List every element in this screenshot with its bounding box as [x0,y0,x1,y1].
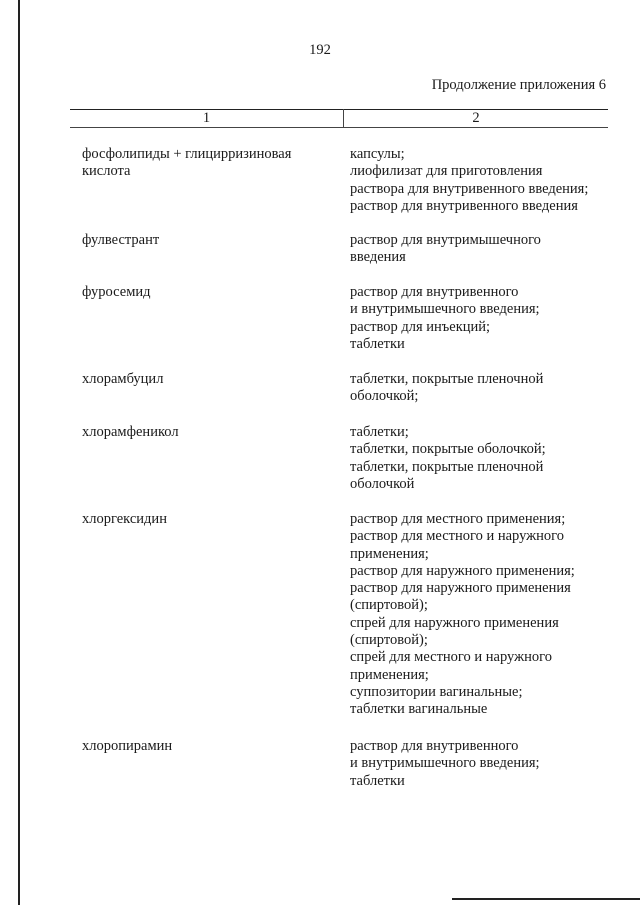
dosage-form-line: раствор для внутримышечного [350,232,541,248]
dosage-form-line: раствора для внутривенного введения; [350,180,589,197]
dosage-form-line: (спиртовой); [350,632,428,649]
table-header-rule [70,127,608,128]
column-header-1: 1 [202,110,211,126]
dosage-form-line: раствор для местного и наружного [350,528,565,545]
appendix-continuation-note: Продолжение приложения 6 [431,77,606,93]
scan-edge-left [0,0,20,905]
dosage-form-line: раствор для местного применения; [350,511,566,527]
dosage-form-line: раствор для внутривенного введения [350,197,578,214]
dosage-form-line: таблетки [350,335,405,352]
dosage-forms-list [350,146,622,215]
dosage-form-line: раствор для внутривенного [350,738,519,754]
drug-name: фулвестрант [82,232,160,248]
dosage-form-line: и внутримышечного введения; [350,755,540,772]
dosage-form-line: (спиртовой); [350,597,428,614]
dosage-form-line: применения; [350,545,429,562]
dosage-forms-list [350,511,622,719]
dosage-forms-list [350,232,622,267]
dosage-form-line: раствор для инъекций; [350,318,491,335]
drug-name: фосфолипиды + глицирризиновая кислота [82,146,292,180]
drug-name: фуросемид [82,284,151,300]
dosage-form-line: таблетки, покрытые пленочной [350,371,544,387]
dosage-form-line: таблетки, покрытые пленочной [350,458,544,475]
scan-edge-bottom [452,898,640,900]
dosage-forms-list [350,371,622,406]
dosage-forms-list [350,284,622,353]
dosage-form-line: введения [350,249,406,266]
dosage-form-line: раствор для наружного применения [350,580,571,597]
dosage-forms-list [350,738,622,790]
drug-name: хлоропирамин [82,738,173,754]
dosage-form-line: спрей для местного и наружного [350,649,552,666]
column-header-2: 2 [472,110,480,126]
dosage-form-line: применения; [350,666,429,683]
dosage-form-line: раствор для наружного применения; [350,562,575,579]
dosage-form-line: лиофилизат для приготовления [350,163,543,180]
dosage-form-line: таблетки; [350,424,409,440]
dosage-form-line: раствор для внутривенного [350,284,519,300]
dosage-form-line: капсулы; [350,146,405,162]
dosage-form-line: таблетки [350,772,405,789]
page-number: 192 [309,42,331,58]
dosage-form-line: таблетки, покрытые оболочкой; [350,441,546,458]
dosage-form-line: суппозитории вагинальные; [350,683,523,700]
drug-name: хлорамбуцил [82,371,164,387]
dosage-form-line: и внутримышечного введения; [350,301,540,318]
dosage-form-line: таблетки вагинальные [350,701,488,718]
dosage-form-line: оболочкой [350,475,415,492]
dosage-form-line: спрей для наружного применения [350,614,559,631]
dosage-form-line: оболочкой; [350,388,419,405]
drug-name: хлоргексидин [82,511,167,527]
drug-name: хлорамфеникол [82,424,179,440]
dosage-forms-list [350,424,622,493]
